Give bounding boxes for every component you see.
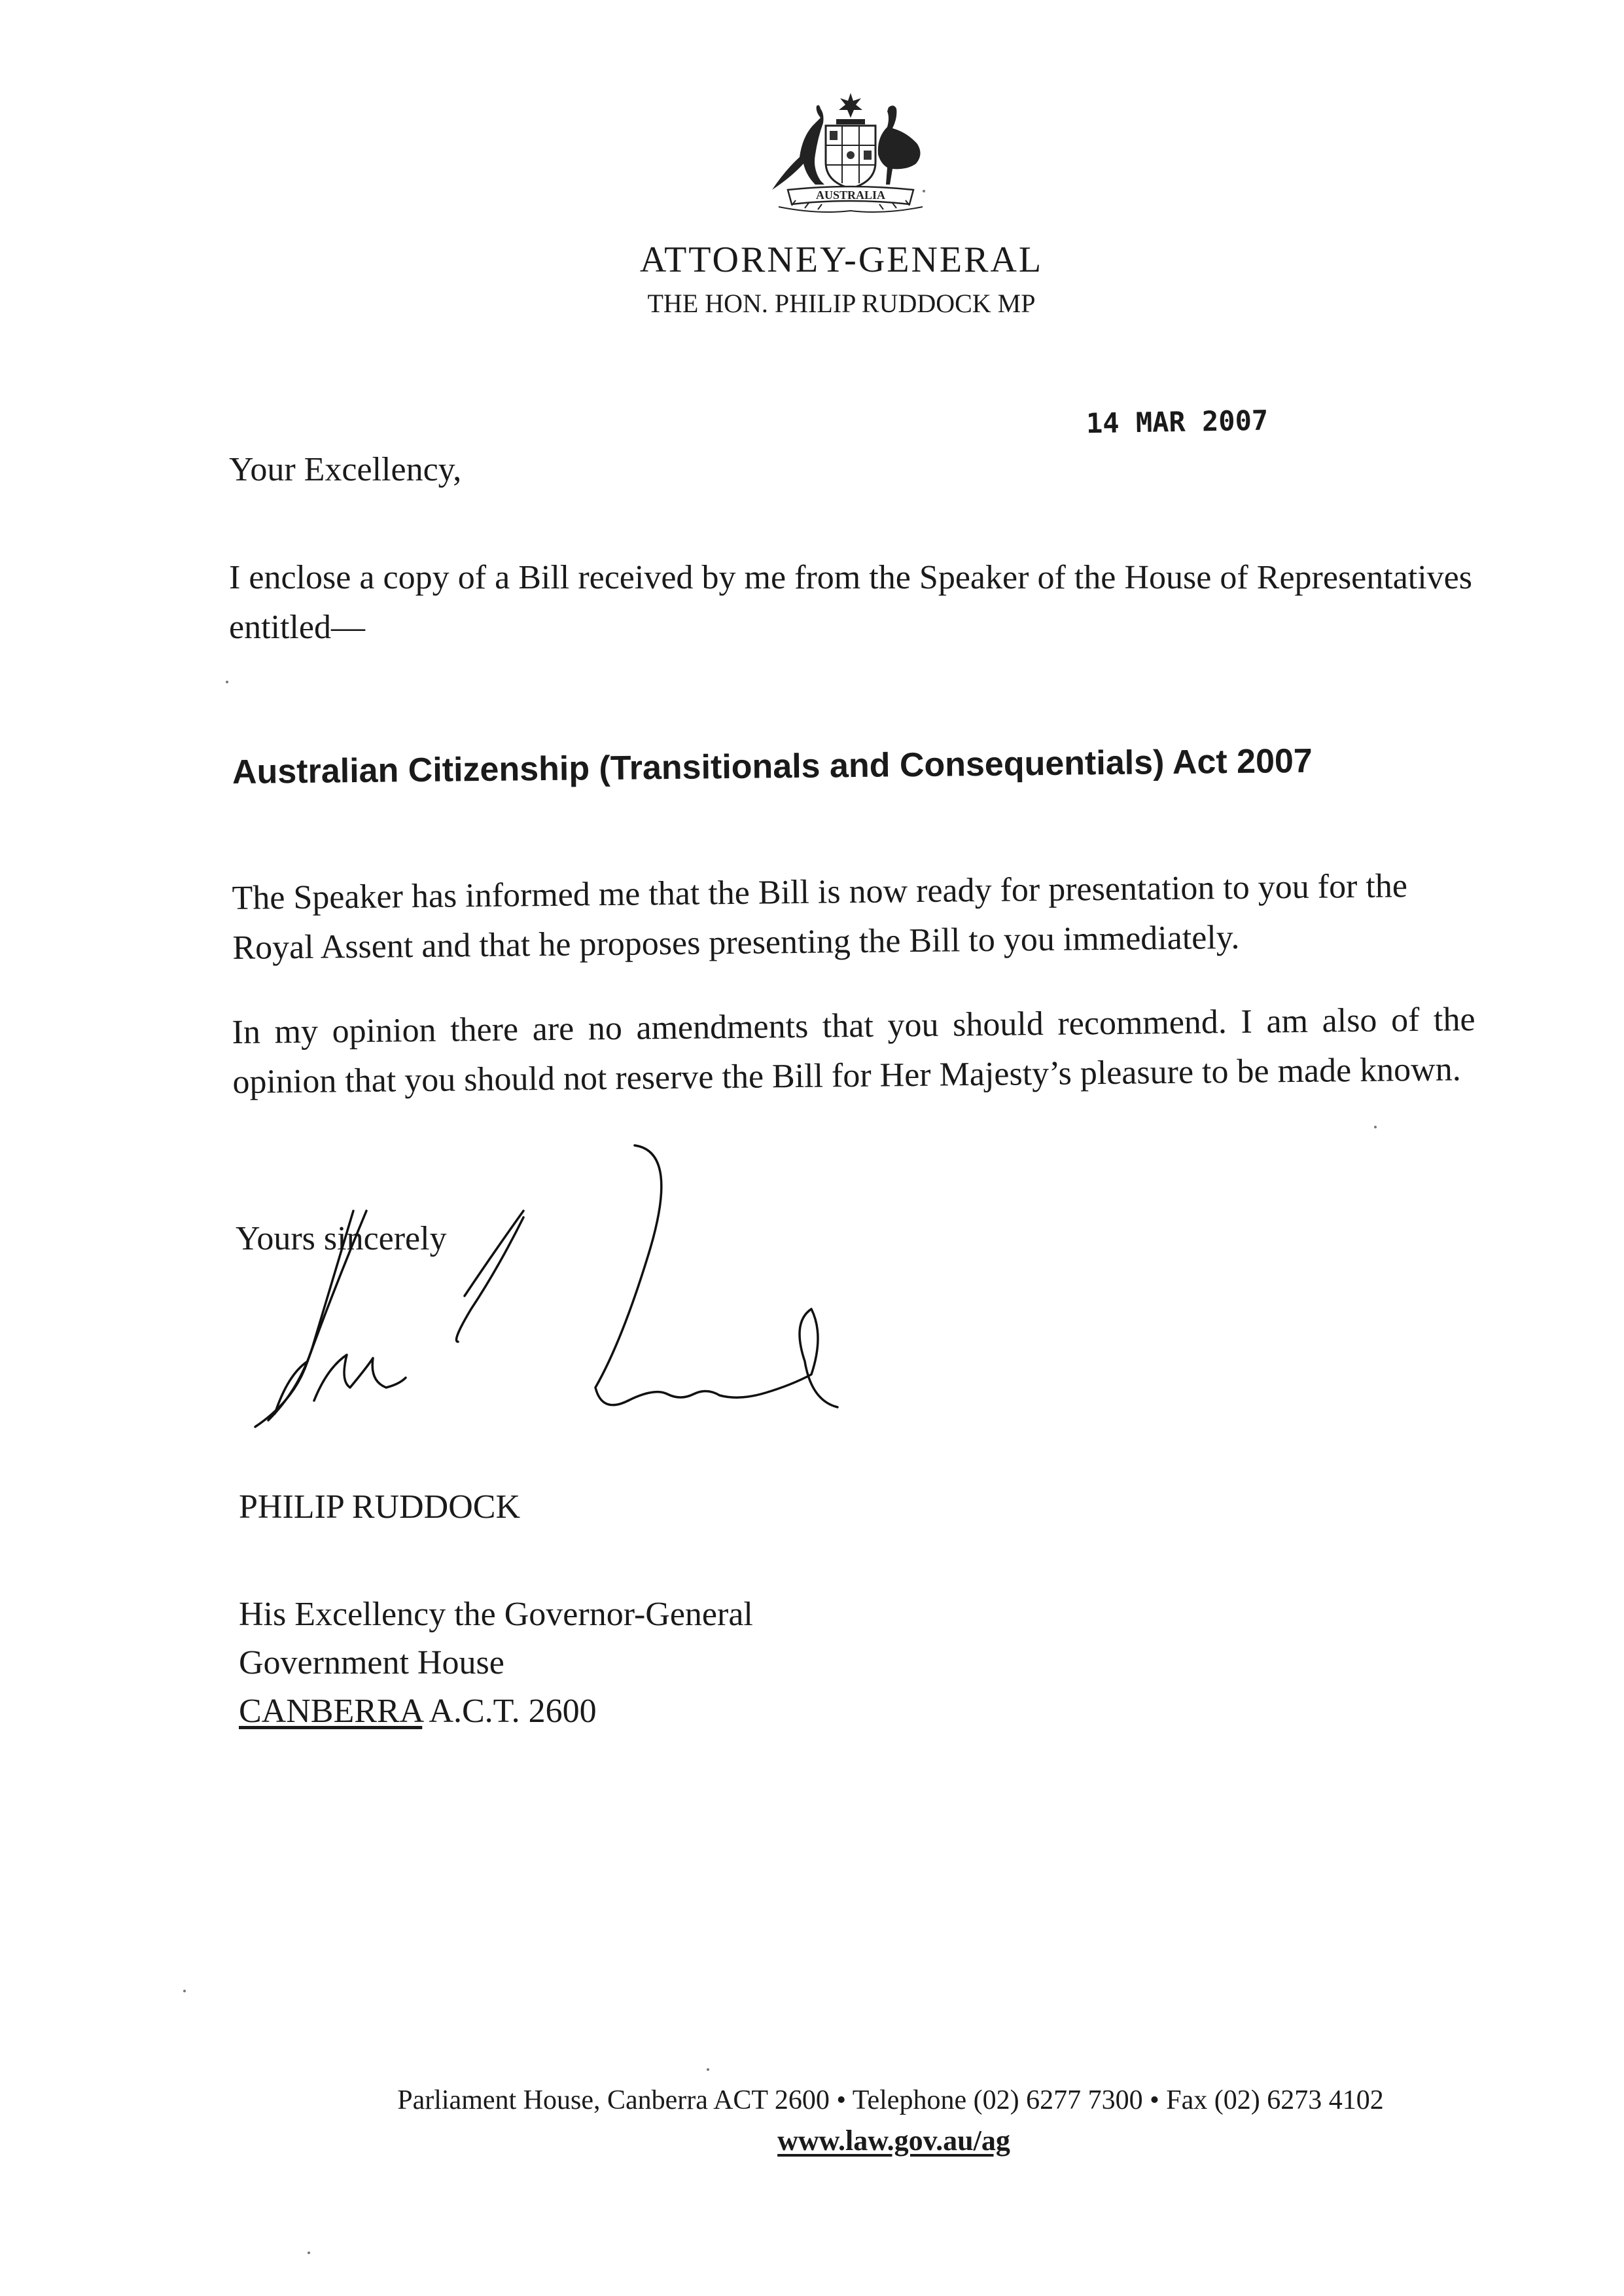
footer-address: Parliament House, Canberra ACT 2600 • Telephone (02) 6277 7300 • Fax (02) 6273 4102 <box>397 2085 1384 2115</box>
signatory-name: PHILIP RUDDOCK <box>239 1488 520 1526</box>
salutation: Your Excellency, <box>229 451 462 488</box>
bill-title: Australian Citizenship (Transitionals and Consequentials) Act 2007 <box>232 742 1313 791</box>
addressee-postcode: A.C.T. 2600 <box>429 1693 597 1730</box>
addressee-line: His Excellency the Governor-General <box>239 1596 753 1633</box>
addressee-city-line <box>239 1687 753 1736</box>
paragraph-speaker: The Speaker has informed me that the Bill is now ready for presentation to you for the Royal Assent and that he proposes presenting the Bill to you immediately. <box>232 867 1408 967</box>
scan-speck <box>707 2068 709 2071</box>
scan-speck <box>308 2251 310 2254</box>
paragraph-opinion: In my opinion there are no amendments that you should recommend. I am also of the opinion that you should not reserve the Bill for Her Majesty’s pleasure to be made known. <box>232 1001 1475 1101</box>
kangaroo-icon <box>772 105 824 190</box>
footer-url[interactable] <box>0 2124 1624 2157</box>
scan-speck <box>183 1990 186 1992</box>
crest-label: AUSTRALIA <box>815 188 886 202</box>
addressee-line: Government House <box>239 1644 504 1681</box>
addressee-city: CANBERRA <box>239 1693 423 1730</box>
handwritten-signature <box>236 1126 877 1440</box>
scan-speck <box>1374 1126 1377 1128</box>
footer-url-link[interactable]: www.law.gov.au/ag <box>777 2125 1010 2157</box>
closing: Yours sincerely <box>236 1220 447 1257</box>
addressee-block <box>239 1590 753 1736</box>
coat-of-arms-crest <box>752 92 949 216</box>
office-title: ATTORNEY-GENERAL <box>639 240 1044 280</box>
scan-speck <box>923 190 925 192</box>
minister-name: THE HON. PHILIP RUDDOCK MP <box>647 289 1036 318</box>
date-stamp: 14 MAR 2007 <box>1086 404 1269 440</box>
paragraph-enclose: I enclose a copy of a Bill received by me from the Speaker of the House of Representatives entitled— <box>229 559 1472 646</box>
star-icon <box>839 93 862 118</box>
emu-icon <box>878 105 921 185</box>
scan-speck <box>226 681 228 683</box>
